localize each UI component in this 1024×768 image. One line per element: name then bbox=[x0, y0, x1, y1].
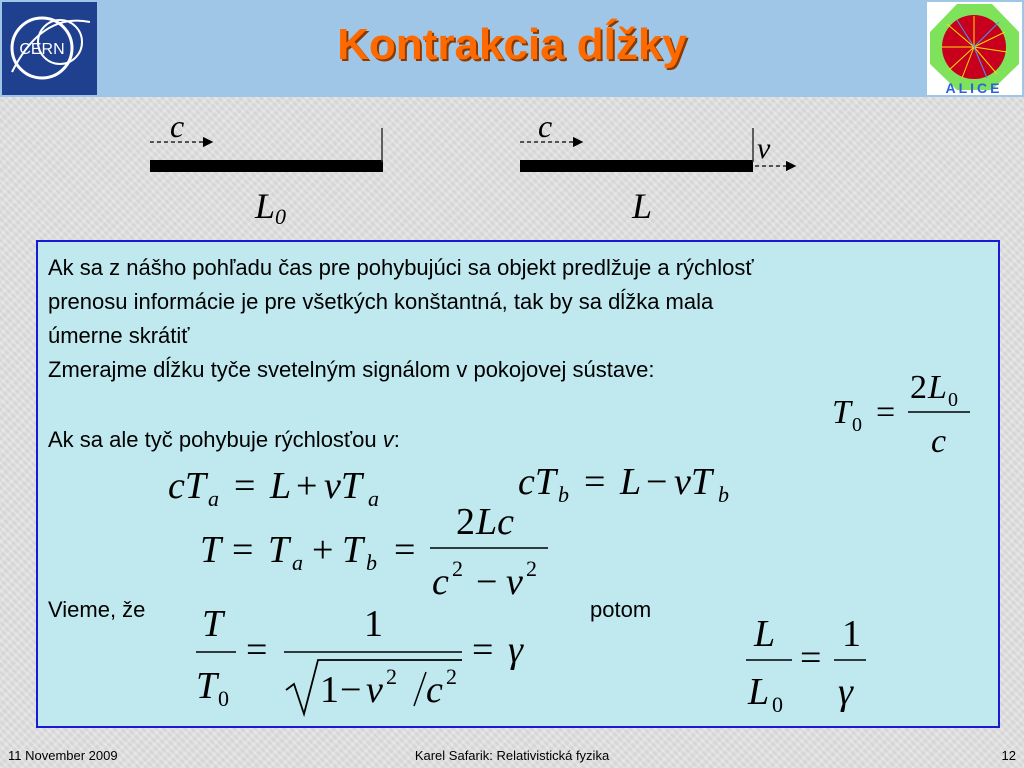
svg-text:2: 2 bbox=[910, 369, 927, 406]
alice-logo bbox=[927, 2, 1022, 95]
left-rod bbox=[150, 160, 383, 172]
right-velocity-label: v bbox=[757, 132, 771, 165]
svg-text:=: = bbox=[800, 637, 822, 679]
svg-text:1: 1 bbox=[364, 603, 383, 645]
svg-text:T: T bbox=[196, 665, 218, 707]
svg-text:a: a bbox=[292, 550, 303, 575]
para1-line1: Ak sa z nášho pohľadu čas pre pohybujúci sa objekt predlžuje a rýchlosť bbox=[48, 255, 754, 280]
right-length-label: L bbox=[632, 186, 653, 226]
svg-text:cT: cT bbox=[518, 461, 556, 503]
svg-text:γ: γ bbox=[838, 671, 853, 713]
svg-text:c: c bbox=[931, 423, 947, 460]
svg-text:a: a bbox=[368, 486, 379, 511]
svg-text:=: = bbox=[472, 629, 494, 671]
svg-text:T: T bbox=[832, 394, 851, 431]
svg-text:b: b bbox=[366, 550, 377, 575]
svg-text:+: + bbox=[312, 529, 334, 571]
potom-label: potom bbox=[590, 597, 652, 622]
header-bar bbox=[0, 0, 1024, 97]
svg-text:L: L bbox=[748, 671, 770, 713]
svg-text:c: c bbox=[432, 561, 449, 603]
svg-text:=: = bbox=[876, 394, 896, 431]
svg-text:=: = bbox=[246, 629, 268, 671]
para1-line3: úmerne skrátiť bbox=[48, 323, 190, 348]
svg-text:T: T bbox=[342, 529, 364, 571]
svg-text:γ: γ bbox=[508, 629, 523, 671]
para2: Zmerajme dĺžku tyče svetelným signálom v pokojovej sústave: bbox=[48, 357, 655, 382]
left-signal-label: c bbox=[170, 108, 185, 144]
svg-text:cT: cT bbox=[168, 465, 206, 507]
svg-text:=: = bbox=[232, 529, 254, 571]
svg-text:v: v bbox=[506, 561, 523, 603]
right-signal-label: c bbox=[538, 108, 553, 144]
svg-text:2: 2 bbox=[456, 504, 475, 543]
formula-gamma bbox=[190, 598, 540, 726]
left-length-label: L0 bbox=[255, 186, 287, 229]
svg-text:0: 0 bbox=[852, 414, 862, 436]
svg-text:b: b bbox=[718, 482, 729, 507]
svg-text:−: − bbox=[646, 461, 668, 503]
footer-page-number: 12 bbox=[1001, 748, 1016, 763]
svg-text:c: c bbox=[426, 669, 443, 711]
svg-text:2: 2 bbox=[386, 664, 397, 689]
svg-text:−: − bbox=[340, 669, 362, 711]
para1-line2: prenosu informácie je pre všetkých konštantná, tak by sa dĺžka mala bbox=[48, 289, 714, 314]
svg-text:CERN: CERN bbox=[19, 41, 65, 58]
formula-T0 bbox=[818, 360, 978, 470]
svg-text:−: − bbox=[476, 561, 498, 603]
svg-text:=: = bbox=[394, 529, 416, 571]
svg-text:L: L bbox=[620, 461, 642, 503]
vieme-label: Vieme, že bbox=[48, 597, 146, 622]
svg-text:2: 2 bbox=[446, 664, 457, 689]
svg-text:a: a bbox=[208, 486, 219, 511]
formula-L-ratio bbox=[738, 608, 878, 722]
svg-text:L: L bbox=[270, 465, 292, 507]
svg-text:1: 1 bbox=[842, 613, 861, 655]
svg-text:L: L bbox=[928, 369, 947, 406]
svg-text:v: v bbox=[366, 669, 383, 711]
svg-text:0: 0 bbox=[772, 692, 783, 717]
svg-text:Lc: Lc bbox=[476, 504, 514, 543]
explanation-box bbox=[36, 240, 1000, 728]
svg-text:T: T bbox=[200, 529, 222, 571]
footer-date: 11 November 2009 bbox=[8, 748, 118, 763]
svg-text:+: + bbox=[296, 465, 318, 507]
svg-text:=: = bbox=[234, 465, 256, 507]
svg-text:vT: vT bbox=[674, 461, 712, 503]
svg-text:1: 1 bbox=[320, 669, 339, 711]
footer-author: Karel Safarik: Relativistická fyzika bbox=[414, 748, 610, 763]
svg-text:ALICE: ALICE bbox=[945, 80, 1003, 95]
svg-text:L: L bbox=[754, 613, 776, 655]
svg-text:T: T bbox=[268, 529, 290, 571]
svg-text:2: 2 bbox=[526, 556, 537, 581]
rod-diagram bbox=[0, 100, 1024, 235]
svg-text:0: 0 bbox=[948, 389, 958, 411]
formula-T-sum bbox=[194, 504, 564, 604]
svg-text:0: 0 bbox=[218, 686, 229, 711]
svg-text:=: = bbox=[584, 461, 606, 503]
svg-text:T: T bbox=[202, 603, 224, 645]
svg-text:vT: vT bbox=[324, 465, 362, 507]
slide-title: Kontrakcia dĺžky bbox=[337, 20, 687, 69]
para3: Ak sa ale tyč pohybuje rýchlosťou v: bbox=[48, 427, 400, 452]
right-rod bbox=[520, 160, 753, 172]
svg-text:2: 2 bbox=[452, 556, 463, 581]
svg-text:b: b bbox=[558, 482, 569, 507]
